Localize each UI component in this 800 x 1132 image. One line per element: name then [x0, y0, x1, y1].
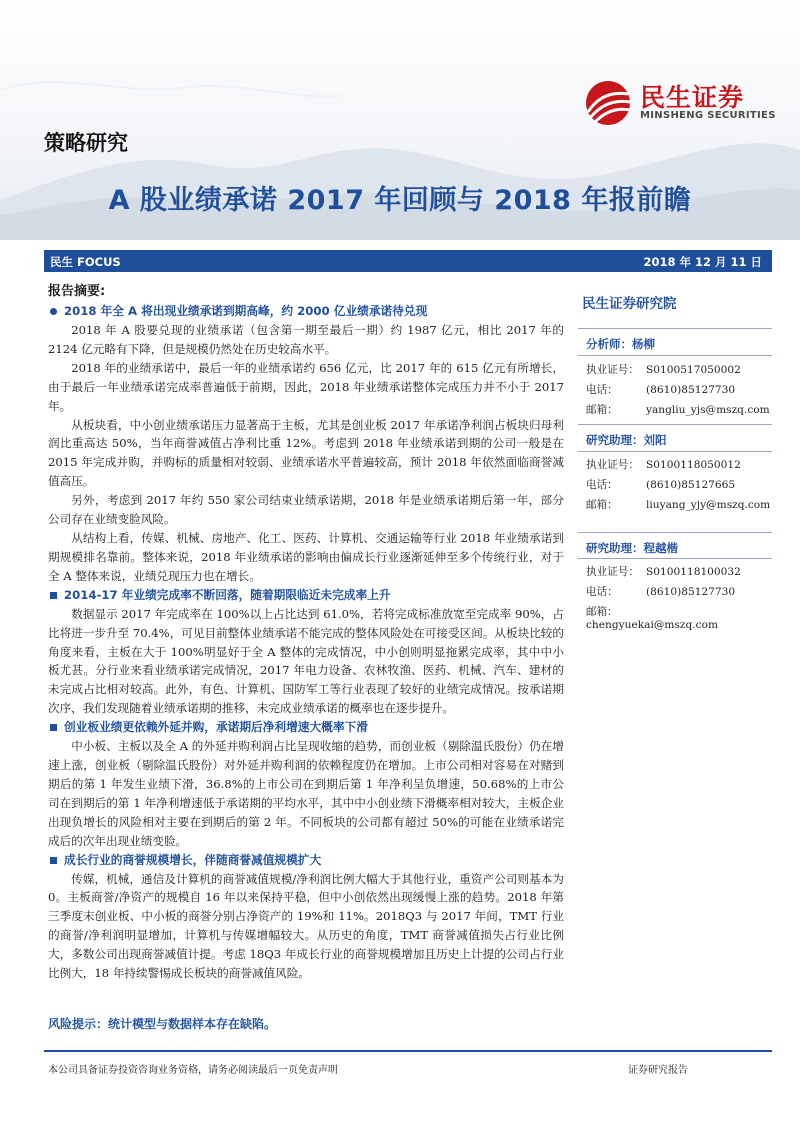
analyst-title: 分析师：杨柳 — [586, 337, 655, 351]
analyst-title: 研究助理：刘阳 — [586, 433, 667, 447]
analyst-title: 研究助理：程越楷 — [586, 541, 678, 555]
divider — [578, 355, 772, 356]
footer-disclaimer: 本公司具备证券投资咨询业务资格，请务必阅读最后一页免责声明 — [48, 1065, 338, 1076]
email-row: 邮箱： yangliu_yjs@mszq.com — [586, 404, 770, 416]
footer-rule — [44, 1050, 772, 1052]
paragraph: 传媒，机械，通信及计算机的商誉减值规模/净利润比例大幅大于其他行业，重资产公司则基本为 0。主板商誉/净资产的规模自 16 年以来保持平稳，但中小创依然出现缓慢上涨的趋势。2018 年第三季度末创业板、中小板的商誉分别占净资产的 19%和 11%。2018Q3 与 2017 年间，TMT 行业的商誉/净利润明显增加，计算机与传媒增幅较大。从历史的角度，TMT 商誉减值损失占行业比例大，多数公司出现商誉减值计提。考虑 18Q3 年成长行业的商誉规模增加且历史上计提的公司占行业比例大，18 年持续警惕成长板块的商誉减值风险。 — [48, 871, 564, 981]
logo-name-en: MINSHENG SECURITIES — [640, 110, 776, 121]
email-link[interactable]: yangliu_yjs@mszq.com — [646, 404, 770, 416]
cert-row: 执业证号： S0100118100032 — [586, 566, 741, 578]
info-band — [44, 250, 772, 272]
report-date: 2018 年 12 月 11 日 — [643, 255, 762, 269]
email-link[interactable]: liuyang_yjy@mszq.com — [646, 499, 771, 511]
phone-row: 电话： (8610)85127730 — [586, 384, 736, 396]
cert-row: 执业证号： S0100517050002 — [586, 364, 741, 376]
summary-heading: 报告摘要: — [48, 284, 106, 299]
paragraph: 另外，考虑到 2017 年约 550 家公司结束业绩承诺期，2018 年是业绩承诺期后第一年，部分公司存在业绩变脸风险。 — [48, 493, 564, 527]
phone-row: 电话： (8610)85127665 — [586, 479, 736, 491]
summary-body — [48, 302, 564, 983]
bullet-heading: 2018 年全 A 将出现业绩承诺到期高峰，约 2000 亿业绩承诺待兑现 — [48, 302, 564, 321]
bullet-heading: 创业板业绩更依赖外延并购，承诺期后净利增速大概率下滑 — [48, 718, 564, 737]
bullet-heading: 2014-17 年业绩完成率不断回落，随着期限临近未完成率上升 — [48, 586, 564, 605]
divider — [578, 532, 772, 533]
email-link[interactable]: chengyuekai@mszq.com — [586, 619, 718, 631]
risk-warning: 风险提示：统计模型与数据样本存在缺陷。 — [48, 1017, 277, 1031]
phone-row: 电话： (8610)85127730 — [586, 586, 736, 598]
email-row: 邮箱：chengyuekai@mszq.com — [586, 606, 718, 631]
paragraph: 2018 年的业绩承诺中，最后一年的业绩承诺约 656 亿元，比 2017 年的 615 亿元有所增长，由于最后一年业绩承诺完成率普遍低于前期，因此，2018 年业绩承诺整体完成压力并不小于 2017 年。 — [48, 360, 564, 413]
section-tag: 策略研究 — [44, 131, 128, 155]
divider — [578, 424, 772, 425]
footer-doc-type: 证券研究报告 — [628, 1065, 688, 1076]
paragraph: 2018 年 A 股要兑现的业绩承诺（包含第一期至最后一期）约 1987 亿元，相比 2017 年的 2124 亿元略有下降，但是规模仍然处在历史较高水平。 — [48, 323, 564, 356]
email-row: 邮箱： liuyang_yjy@mszq.com — [586, 499, 771, 511]
institute-name: 民生证券研究院 — [582, 296, 677, 312]
divider — [578, 328, 772, 329]
bullet-heading: 成长行业的商誉规模增长，伴随商誉减值规模扩大 — [48, 851, 564, 870]
divider — [578, 451, 772, 452]
paragraph: 从板块看，中小创业绩承诺压力显著高于主板，尤其是创业板 2017 年承诺净利润占板块归母利润比重高达 50%，当年商誉减值占净利比重 12%。考虑到 2018 年业绩承诺到期的公司一般是在 2015 年完成并购，并购标的质量相对较弱、业绩承诺水平普遍较高，预计 2018 年依然面临商誉减值高压。 — [48, 417, 564, 489]
report-title: A 股业绩承诺 2017 年回顾与 2018 年报前瞻 — [108, 185, 692, 216]
cert-row: 执业证号： S0100118050012 — [586, 459, 741, 471]
divider — [578, 558, 772, 559]
logo-name-cn: 民生证券 — [640, 83, 745, 112]
paragraph: 从结构上看，传媒、机械、房地产、化工、医药、计算机、交通运输等行业 2018 年业绩承诺到期规模排名靠前。整体来说，2018 年业绩承诺的影响由偏成长行业逐渐延伸至多个传统行业，对于全 A 整体来说，业绩兑现压力也在增长。 — [48, 530, 564, 583]
paragraph: 数据显示 2017 年完成率在 100%以上占比达到 61.0%，若将完成标准放宽至完成率 90%，占比将进一步升至 70.4%，可见目前整体业绩承诺不能完成的整体风险处在可接受区间。从板块比较的角度来看，主板在大于 100%明显好于全 A 整体的完成情况，中小创则明显拖累完成率，其中中小板尤甚。分行业来看业绩承诺完成情况，2017 年电力设备、农林牧渔、医药、机械、汽车、建材的未完成占比相对较高。此外，有色、计算机、国防军工等行业表现了较好的业绩完成情况。按承诺期次序，我们发现随着业绩承诺期的推移，未完成业绩承诺的概率也在逐步提升。 — [48, 606, 564, 716]
band-label: 民生 FOCUS — [50, 255, 121, 269]
paragraph: 中小板、主板以及全 A 的外延并购利润占比呈现收缩的趋势，而创业板（剔除温氏股份）仍在增速上涨，创业板（剔除温氏股份）对外延并购利润的依赖程度仍在增加。上市公司相对容易在对赌到期后的第 1 年发生业绩下滑，36.8%的上市公司在到期后第 1 年净利呈负增速，50.68%的上市公司在到期后的第 1 年净利增速低于承诺期的平均水平，其中中小创业绩下滑概率相对较大，主板企业出现负增长的风险相对主要在到期后的第 2 年。不同板块的公司都有超过 50%的可能在业绩承诺完成后的次年出现业绩变脸。 — [48, 739, 564, 848]
